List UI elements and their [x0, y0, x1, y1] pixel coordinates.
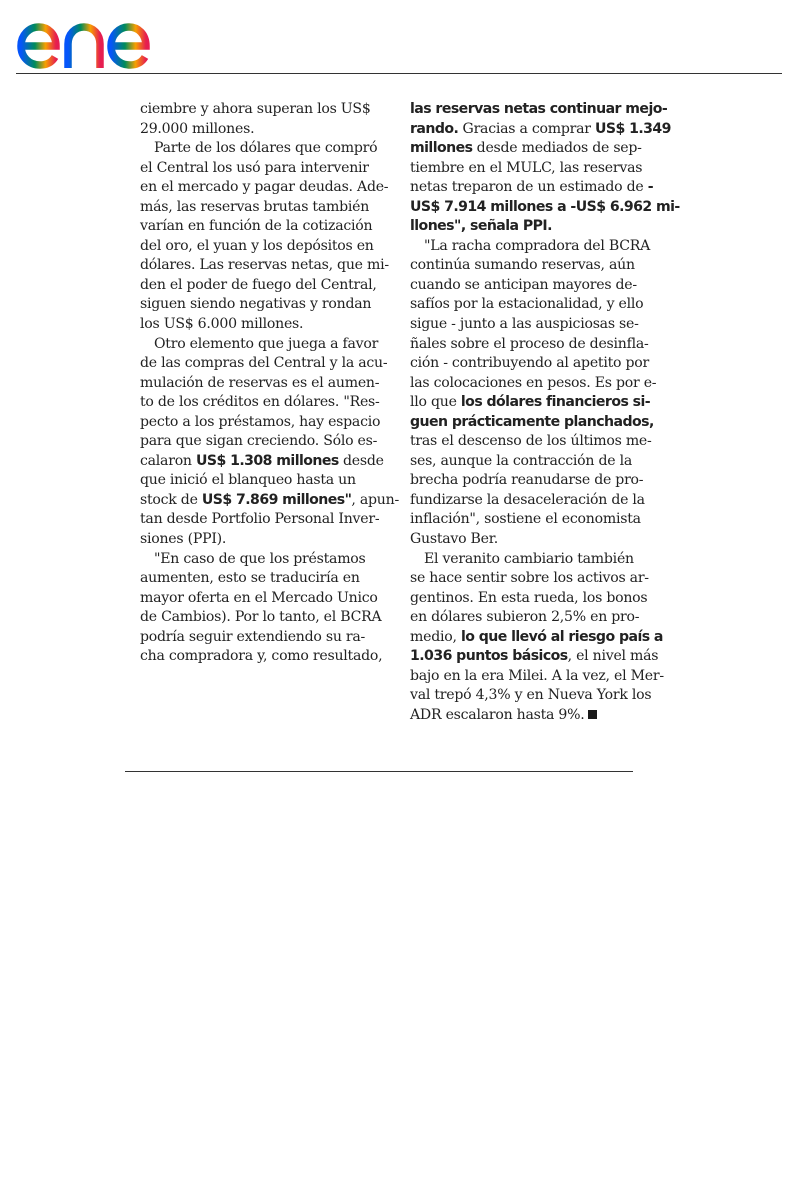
- body-text: los US$ 6.000 millones.: [140, 316, 304, 333]
- article-text-line: [410, 471, 642, 491]
- body-text: tan desde Portfolio Personal Inver-: [140, 511, 380, 528]
- article-text-line: [410, 256, 642, 276]
- body-text: podría seguir extendiendo su ra-: [140, 628, 366, 645]
- article-text-line: [410, 315, 642, 335]
- body-text: tras el descenso de los últimos me-: [410, 433, 652, 450]
- body-text: val trepó 4,3% y en Nueva York los: [410, 687, 652, 704]
- article-text-line: [410, 178, 654, 198]
- body-text: , el nivel más: [567, 648, 659, 665]
- body-text: para que sigan creciendo. Sólo es-: [140, 433, 378, 450]
- article-text-line: [410, 393, 651, 413]
- article-text-line: [410, 335, 649, 355]
- article-text-line: [140, 139, 378, 159]
- article-end-mark: [588, 710, 597, 719]
- article-text-line: [140, 354, 388, 374]
- article-text-line: [410, 667, 664, 687]
- article-text-line: [410, 452, 642, 472]
- article-text-line: [140, 315, 372, 335]
- article-text-line: [140, 159, 372, 179]
- body-text: ses, aunque la contracción de la: [410, 452, 632, 469]
- article-text-line: [410, 589, 648, 609]
- body-text: llo que: [410, 394, 461, 411]
- header-divider: [16, 73, 782, 74]
- highlighted-text: -: [647, 179, 654, 196]
- article-text-line: [140, 471, 372, 491]
- highlighted-text: US$ 1.349: [594, 120, 671, 137]
- body-text: calaron: [140, 452, 196, 469]
- body-text: medio,: [410, 628, 461, 645]
- article-text-line: [140, 510, 380, 530]
- article-text-line: [140, 198, 372, 218]
- article-text-line: [140, 335, 379, 355]
- body-text: El veranito cambiario también: [424, 550, 634, 567]
- highlighted-text: millones: [410, 140, 473, 157]
- body-text: pecto a los préstamos, hay espacio: [140, 413, 381, 430]
- article-end-divider: [125, 771, 633, 772]
- body-text: mulación de reservas es el aumen-: [140, 374, 380, 391]
- article-text-line: [140, 628, 372, 648]
- body-text: del oro, el yuan y los depósitos en: [140, 237, 374, 254]
- article-text-line: [410, 100, 668, 120]
- body-text: de Cambios). Por lo tanto, el BCRA: [140, 609, 382, 626]
- highlighted-text: US$ 1.308 millones: [196, 452, 339, 469]
- article-text-line: [140, 491, 399, 511]
- body-text: Parte de los dólares que compró: [154, 140, 378, 157]
- highlighted-text: lo que llevó al riesgo país a: [460, 628, 663, 645]
- body-text: "La racha compradora del BCRA: [424, 237, 651, 254]
- body-text: , apun-: [351, 491, 399, 508]
- article-text-line: [140, 100, 372, 120]
- article-text-line: [410, 198, 680, 218]
- body-text: continúa sumando reservas, aún: [410, 257, 635, 274]
- body-text: ñales sobre el proceso de desinfla-: [410, 335, 649, 352]
- article-text-line: [140, 256, 389, 276]
- article-text-line: [410, 628, 663, 648]
- highlighted-text: llones", señala PPI.: [410, 218, 552, 235]
- article-text-line: [410, 608, 642, 628]
- article-column-left: [140, 100, 399, 667]
- highlighted-text: las reservas netas continuar mejo-: [410, 101, 668, 117]
- body-text: aumenten, esto se traduciría en: [140, 570, 360, 587]
- article-text-line: [410, 295, 642, 315]
- body-text: las colocaciones en pesos. Es por e-: [410, 374, 657, 391]
- article-text-line: [140, 120, 372, 140]
- article-text-line: [140, 589, 378, 609]
- body-text: más, las reservas brutas también: [140, 198, 370, 215]
- body-text: mayor oferta en el Mercado Unico: [140, 589, 378, 606]
- article-text-line: [140, 374, 380, 394]
- article-text-line: [140, 413, 381, 433]
- article-text-line: [140, 217, 372, 237]
- article-text-line: [140, 276, 377, 296]
- body-text: Otro elemento que juega a favor: [154, 335, 379, 352]
- article-text-line: [410, 686, 652, 706]
- body-text: desde: [338, 452, 384, 469]
- body-text: ADR escalaron hasta 9%.: [410, 706, 585, 723]
- body-text: dólares. Las reservas netas, que mi-: [140, 257, 389, 274]
- body-text: to de los créditos en dólares. "Res-: [140, 394, 380, 411]
- article-text-line: [410, 354, 649, 374]
- body-text: netas treparon de un estimado de: [410, 179, 648, 196]
- highlighted-text: US$ 7.914 millones a -US$ 6.962 mi-: [410, 198, 680, 215]
- body-text: siguen siendo negativas y rondan: [140, 296, 372, 313]
- article-text-line: [140, 432, 378, 452]
- body-text: en dólares subieron 2,5% en pro-: [410, 609, 640, 626]
- body-text: varían en función de la cotización: [140, 218, 373, 235]
- body-text: el Central los usó para intervenir: [140, 159, 369, 176]
- body-text: inflación", sostiene el economista: [410, 511, 641, 528]
- highlighted-text: US$ 7.869 millones": [201, 491, 352, 508]
- body-text: se hace sentir sobre los activos ar-: [410, 570, 649, 587]
- enel-logo: [16, 6, 184, 70]
- article-text-line: [140, 647, 383, 667]
- article-text-line: [410, 530, 642, 550]
- article-text-line: [410, 374, 657, 394]
- body-text: gentinos. En esta rueda, los bonos: [410, 589, 648, 606]
- article-text-line: [410, 706, 642, 726]
- article-text-line: [410, 569, 649, 589]
- article-text-line: [410, 276, 642, 296]
- body-text: den el poder de fuego del Central,: [140, 276, 377, 293]
- body-text: "En caso de que los préstamos: [154, 550, 366, 567]
- article-text-line: [410, 413, 654, 433]
- body-text: tiembre en el MULC, las reservas: [410, 159, 643, 176]
- article-text-line: [140, 178, 389, 198]
- article-text-line: [140, 393, 380, 413]
- body-text: fundizarse la desaceleración de la: [410, 491, 645, 508]
- article-text-line: [410, 159, 642, 179]
- body-text: siones (PPI).: [140, 531, 227, 548]
- article-text-line: [140, 452, 384, 472]
- article-text-line: [410, 647, 659, 667]
- body-text: safíos por la estacionalidad, y ello: [410, 296, 644, 313]
- article-text-line: [140, 237, 372, 257]
- body-text: en el mercado y pagar deudas. Ade-: [140, 179, 389, 196]
- highlighted-text: guen prácticamente planchados,: [410, 413, 654, 430]
- article-text-line: [410, 432, 652, 452]
- article-text-line: [410, 237, 651, 257]
- article-text-line: [410, 217, 642, 237]
- body-text: cuando se anticipan mayores de-: [410, 276, 637, 293]
- body-text: desde mediados de sep-: [472, 140, 642, 157]
- body-text: brecha podría reanudarse de pro-: [410, 472, 644, 489]
- highlighted-text: los dólares financieros si-: [460, 394, 651, 411]
- article-column-right: [410, 100, 680, 726]
- article-text-line: [410, 491, 645, 511]
- article-text-line: [140, 295, 372, 315]
- article-text-line: [410, 120, 671, 140]
- highlighted-text: 1.036 puntos básicos: [410, 648, 568, 665]
- article-text-line: [140, 530, 372, 550]
- body-text: sigue - junto a las auspiciosas se-: [410, 316, 639, 333]
- body-text: bajo en la era Milei. A la vez, el Mer-: [410, 667, 664, 684]
- article-text-line: [410, 139, 642, 159]
- article-text-line: [140, 608, 382, 628]
- body-text: cha compradora y, como resultado,: [140, 648, 383, 665]
- body-text: stock de: [140, 491, 202, 508]
- article-text-line: [140, 569, 372, 589]
- article-text-line: [410, 510, 642, 530]
- body-text: ción - contribuyendo al apetito por: [410, 355, 649, 372]
- body-text: Gracias a comprar: [458, 120, 595, 137]
- body-text: que inició el blanqueo hasta un: [140, 472, 356, 489]
- body-text: Gustavo Ber.: [410, 531, 498, 548]
- article-text-line: [410, 550, 642, 570]
- body-text: de las compras del Central y la acu-: [140, 355, 388, 372]
- article-text-line: [140, 550, 372, 570]
- body-text: 29.000 millones.: [140, 120, 255, 137]
- body-text: ciembre y ahora superan los US$: [140, 101, 371, 117]
- highlighted-text: rando.: [410, 120, 459, 137]
